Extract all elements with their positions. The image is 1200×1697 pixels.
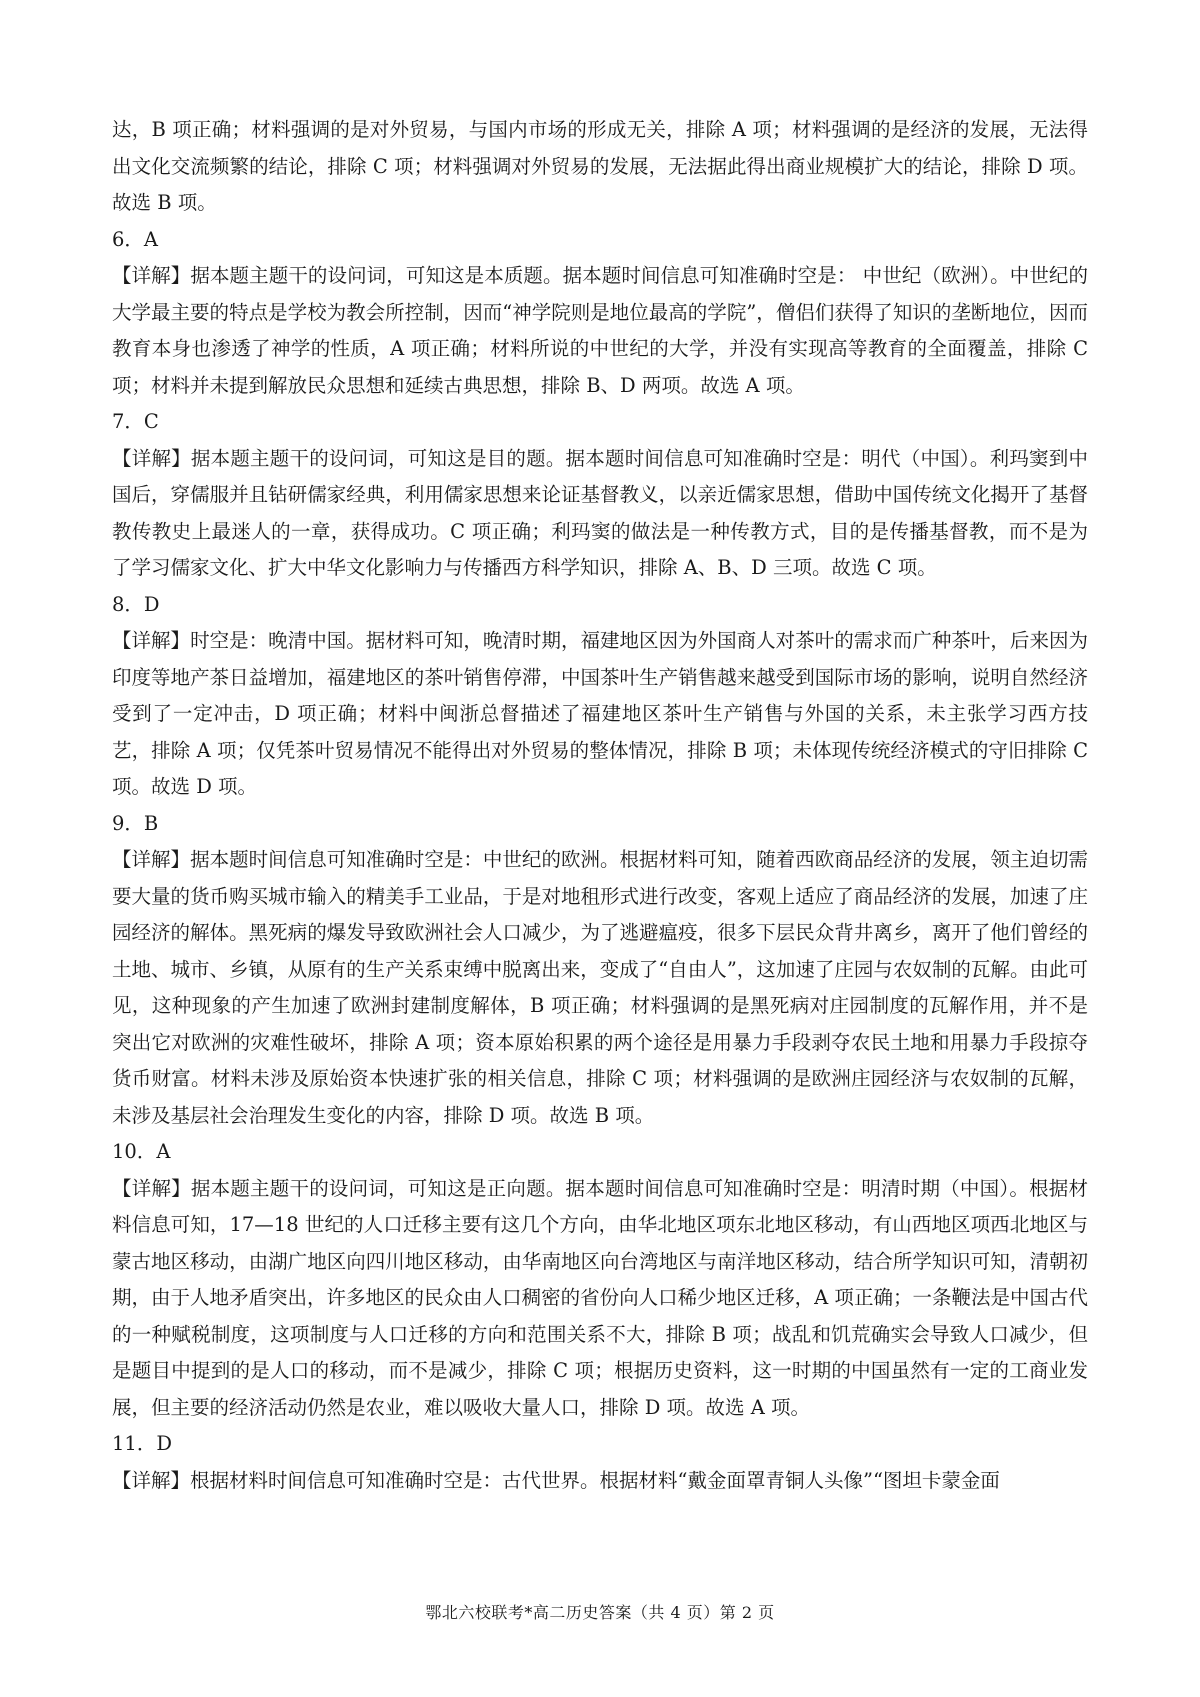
- question-detail-11: 【详解】根据材料时间信息可知准确时空是：古代世界。根据材料“戴金面罩青铜人头像”“图坦卡蒙金面: [112, 1468, 1000, 1492]
- question-number-11: 11．D: [112, 1432, 172, 1455]
- question-detail-6: 【详解】据本题主题干的设问词，可知这是本质题。据本题时间信息可知准确时空是： 中世纪（欧洲）。中世纪的大学最主要的特点是学校为教会所控制，因而“神学院则是地位最高的学院”，僧侣们获得了知识的垄断地位，因而教育本身也渗透了神学的性质，A 项正确；材料所说的中世纪的大学，并没有实现高等教育的全面覆盖，排除 C 项；材料并未提到解放民众思想和延续古典思想，排除 B、D 两项。故选 A 项。: [112, 264, 1095, 397]
- question-detail-9: 【详解】据本题时间信息可知准确时空是：中世纪的欧洲。根据材料可知，随着西欧商品经济的发展，领主迫切需要大量的货币购买城市输入的精美手工业品，于是对地租形式进行改变，客观上适应了商品经济的发展，加速了庄园经济的解体。黑死病的爆发导致欧洲社会人口减少，为了逃避瘟疫，很多下层民众背井离乡，离开了他们曾经的土地、城市、乡镇，从原有的生产关系束缚中脱离出来，变成了“自由人”，这加速了庄园与农奴制的瓦解。由此可见，这种现象的产生加速了欧洲封建制度解体，B 项正确；材料强调的是黑死病对庄园制度的瓦解作用，并不是突出它对欧洲的灾难性破坏，排除 A 项；资本原始积累的两个途径是用暴力手段剥夺农民土地和用暴力手段掠夺货币财富。材料未涉及原始资本快速扩张的相关信息，排除 C 项；材料强调的是欧洲庄园经济与农奴制的瓦解，未涉及基层社会治理发生变化的内容，排除 D 项。故选 B 项。: [112, 848, 1088, 1127]
- page-content: [112, 112, 1095, 1499]
- page-footer: 鄂北六校联考*高二历史答案（共 4 页）第 2 页: [425, 1603, 775, 1622]
- question-number-9: 9．B: [112, 811, 159, 835]
- question-number-10: 10．A: [112, 1140, 171, 1163]
- question-number-8: 8．D: [112, 592, 160, 616]
- question-detail-7: 【详解】据本题主题干的设问词，可知这是目的题。据本题时间信息可知准确时空是：明代（中国）。利玛窦到中国后，穿儒服并且钻研儒家经典，利用儒家思想来论证基督教义，以亲近儒家思想，借助中国传统文化揭开了基督教传教史上最迷人的一章，获得成功。C 项正确；利玛窦的做法是一种传教方式，目的是传播基督教，而不是为了学习儒家文化、扩大中华文化影响力与传播西方科学知识，排除 A、B、D 三项。故选 C 项。: [112, 446, 1088, 579]
- question-number-6: 6．A: [112, 227, 158, 251]
- question-detail-8: 【详解】时空是：晚清中国。据材料可知，晚清时期，福建地区因为外国商人对茶叶的需求而广种茶叶，后来因为印度等地产茶日益增加，福建地区的茶叶销售停滞，中国茶叶生产销售越来越受到国际市场的影响，说明自然经济受到了一定冲击，D 项正确；材料中闽浙总督描述了福建地区茶叶生产销售与外国的关系，未主张学习西方技艺，排除 A 项；仅凭茶叶贸易情况不能得出对外贸易的整体情况，排除 B 项；未体现传统经济模式的守旧排除 C 项。故选 D 项。: [112, 629, 1095, 798]
- question-number-7: 7．C: [112, 410, 159, 433]
- intro-paragraph: 达，B 项正确；材料强调的是对外贸易，与国内市场的形成无关，排除 A 项；材料强调的是经济的发展，无法得出文化交流频繁的结论，排除 C 项；材料强调对外贸易的发展，无法据此得出商业规模扩大的结论，排除 D 项。故选 B 项。: [112, 118, 1088, 214]
- question-detail-10: 【详解】据本题主题干的设问词，可知这是正向题。据本题时间信息可知准确时空是：明清时期（中国）。根据材料信息可知，17—18 世纪的人口迁移主要有这几个方向，由华北地区项东北地区移动，有山西地区项西北地区与蒙古地区移动，由湖广地区向四川地区移动，由华南地区向台湾地区与南洋地区移动，结合所学知识可知，清朝初期，由于人地矛盾突出，许多地区的民众由人口稠密的省份向人口稀少地区迁移，A 项正确；一条鞭法是中国古代的一种赋税制度，这项制度与人口迁移的方向和范围关系不大，排除 B 项；战乱和饥荒确实会导致人口减少，但是题目中提到的是人口的移动，而不是减少，排除 C 项；根据历史资料，这一时期的中国虽然有一定的工商业发展，但主要的经济活动仍然是农业，难以吸收大量人口，排除 D 项。故选 A 项。: [112, 1176, 1088, 1419]
